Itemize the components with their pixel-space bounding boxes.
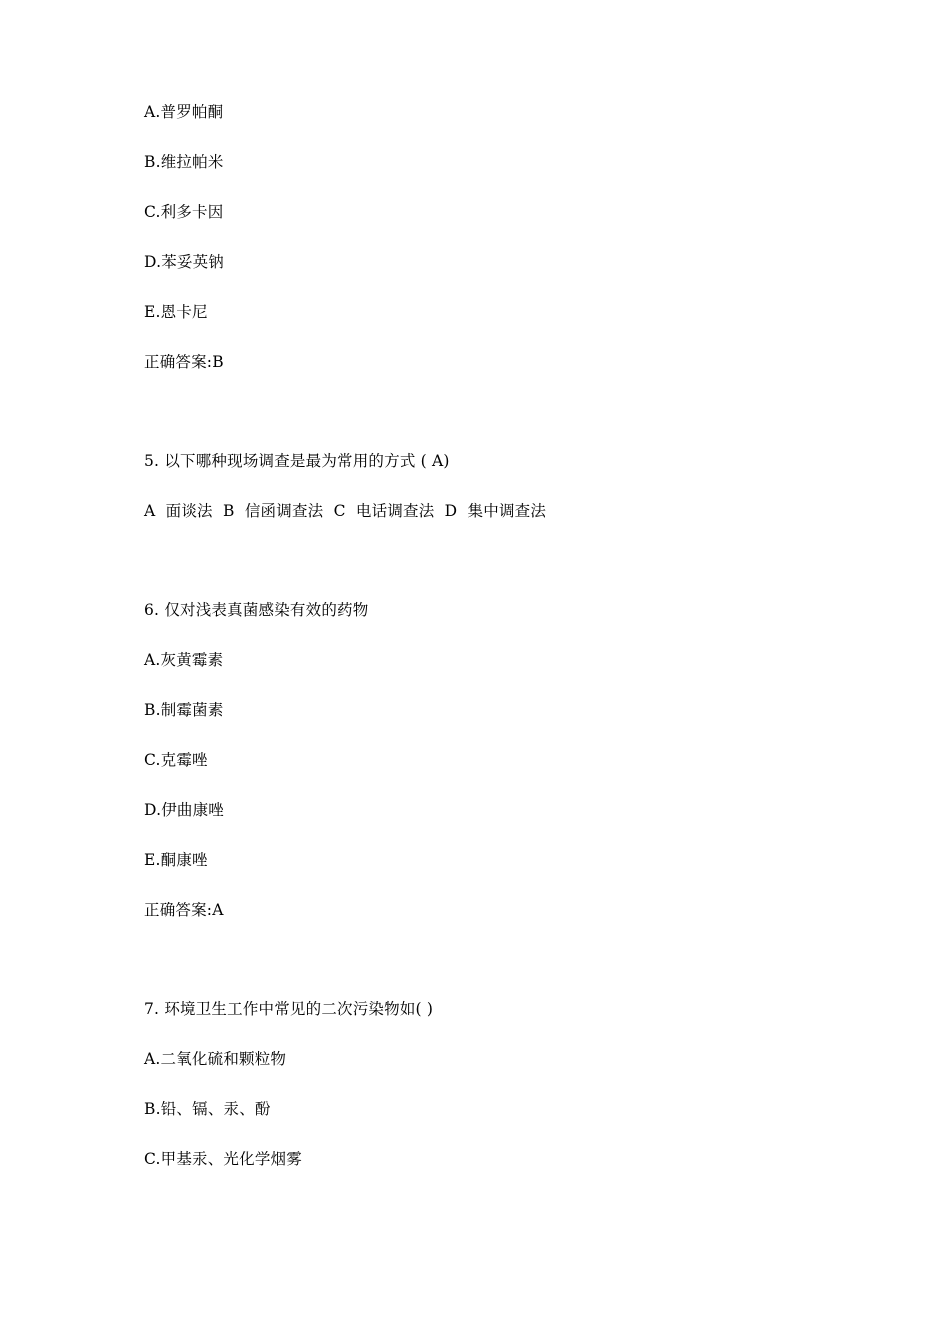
option-a: A.普罗帕酮 [144,103,224,121]
option-b: B.制霉菌素 [144,701,224,719]
option-c: C.克霉唑 [144,751,208,769]
option-c: C.甲基汞、光化学烟雾 [144,1150,302,1168]
option-b: B.维拉帕米 [144,153,224,171]
question-5-options: A 面谈法 B 信函调查法 C 电话调查法 D 集中调查法 [144,502,547,520]
question-5: 5. 以下哪种现场调查是最为常用的方式 ( A) [144,452,450,470]
question-6: 6. 仅对浅表真菌感染有效的药物 [144,601,369,619]
option-c: C.利多卡因 [144,203,224,221]
option-e: E.酮康唑 [144,851,208,869]
option-b: B.铅、镉、汞、酚 [144,1100,271,1118]
option-d: D.伊曲康唑 [144,801,225,819]
option-a: A.二氧化硫和颗粒物 [144,1050,287,1068]
correct-answer: 正确答案:A [144,901,224,919]
option-a: A.灰黄霉素 [144,651,224,669]
question-7: 7. 环境卫生工作中常见的二次污染物如( ) [144,1000,434,1018]
option-d: D.苯妥英钠 [144,253,225,271]
option-e: E.恩卡尼 [144,303,208,321]
correct-answer: 正确答案:B [144,353,224,371]
